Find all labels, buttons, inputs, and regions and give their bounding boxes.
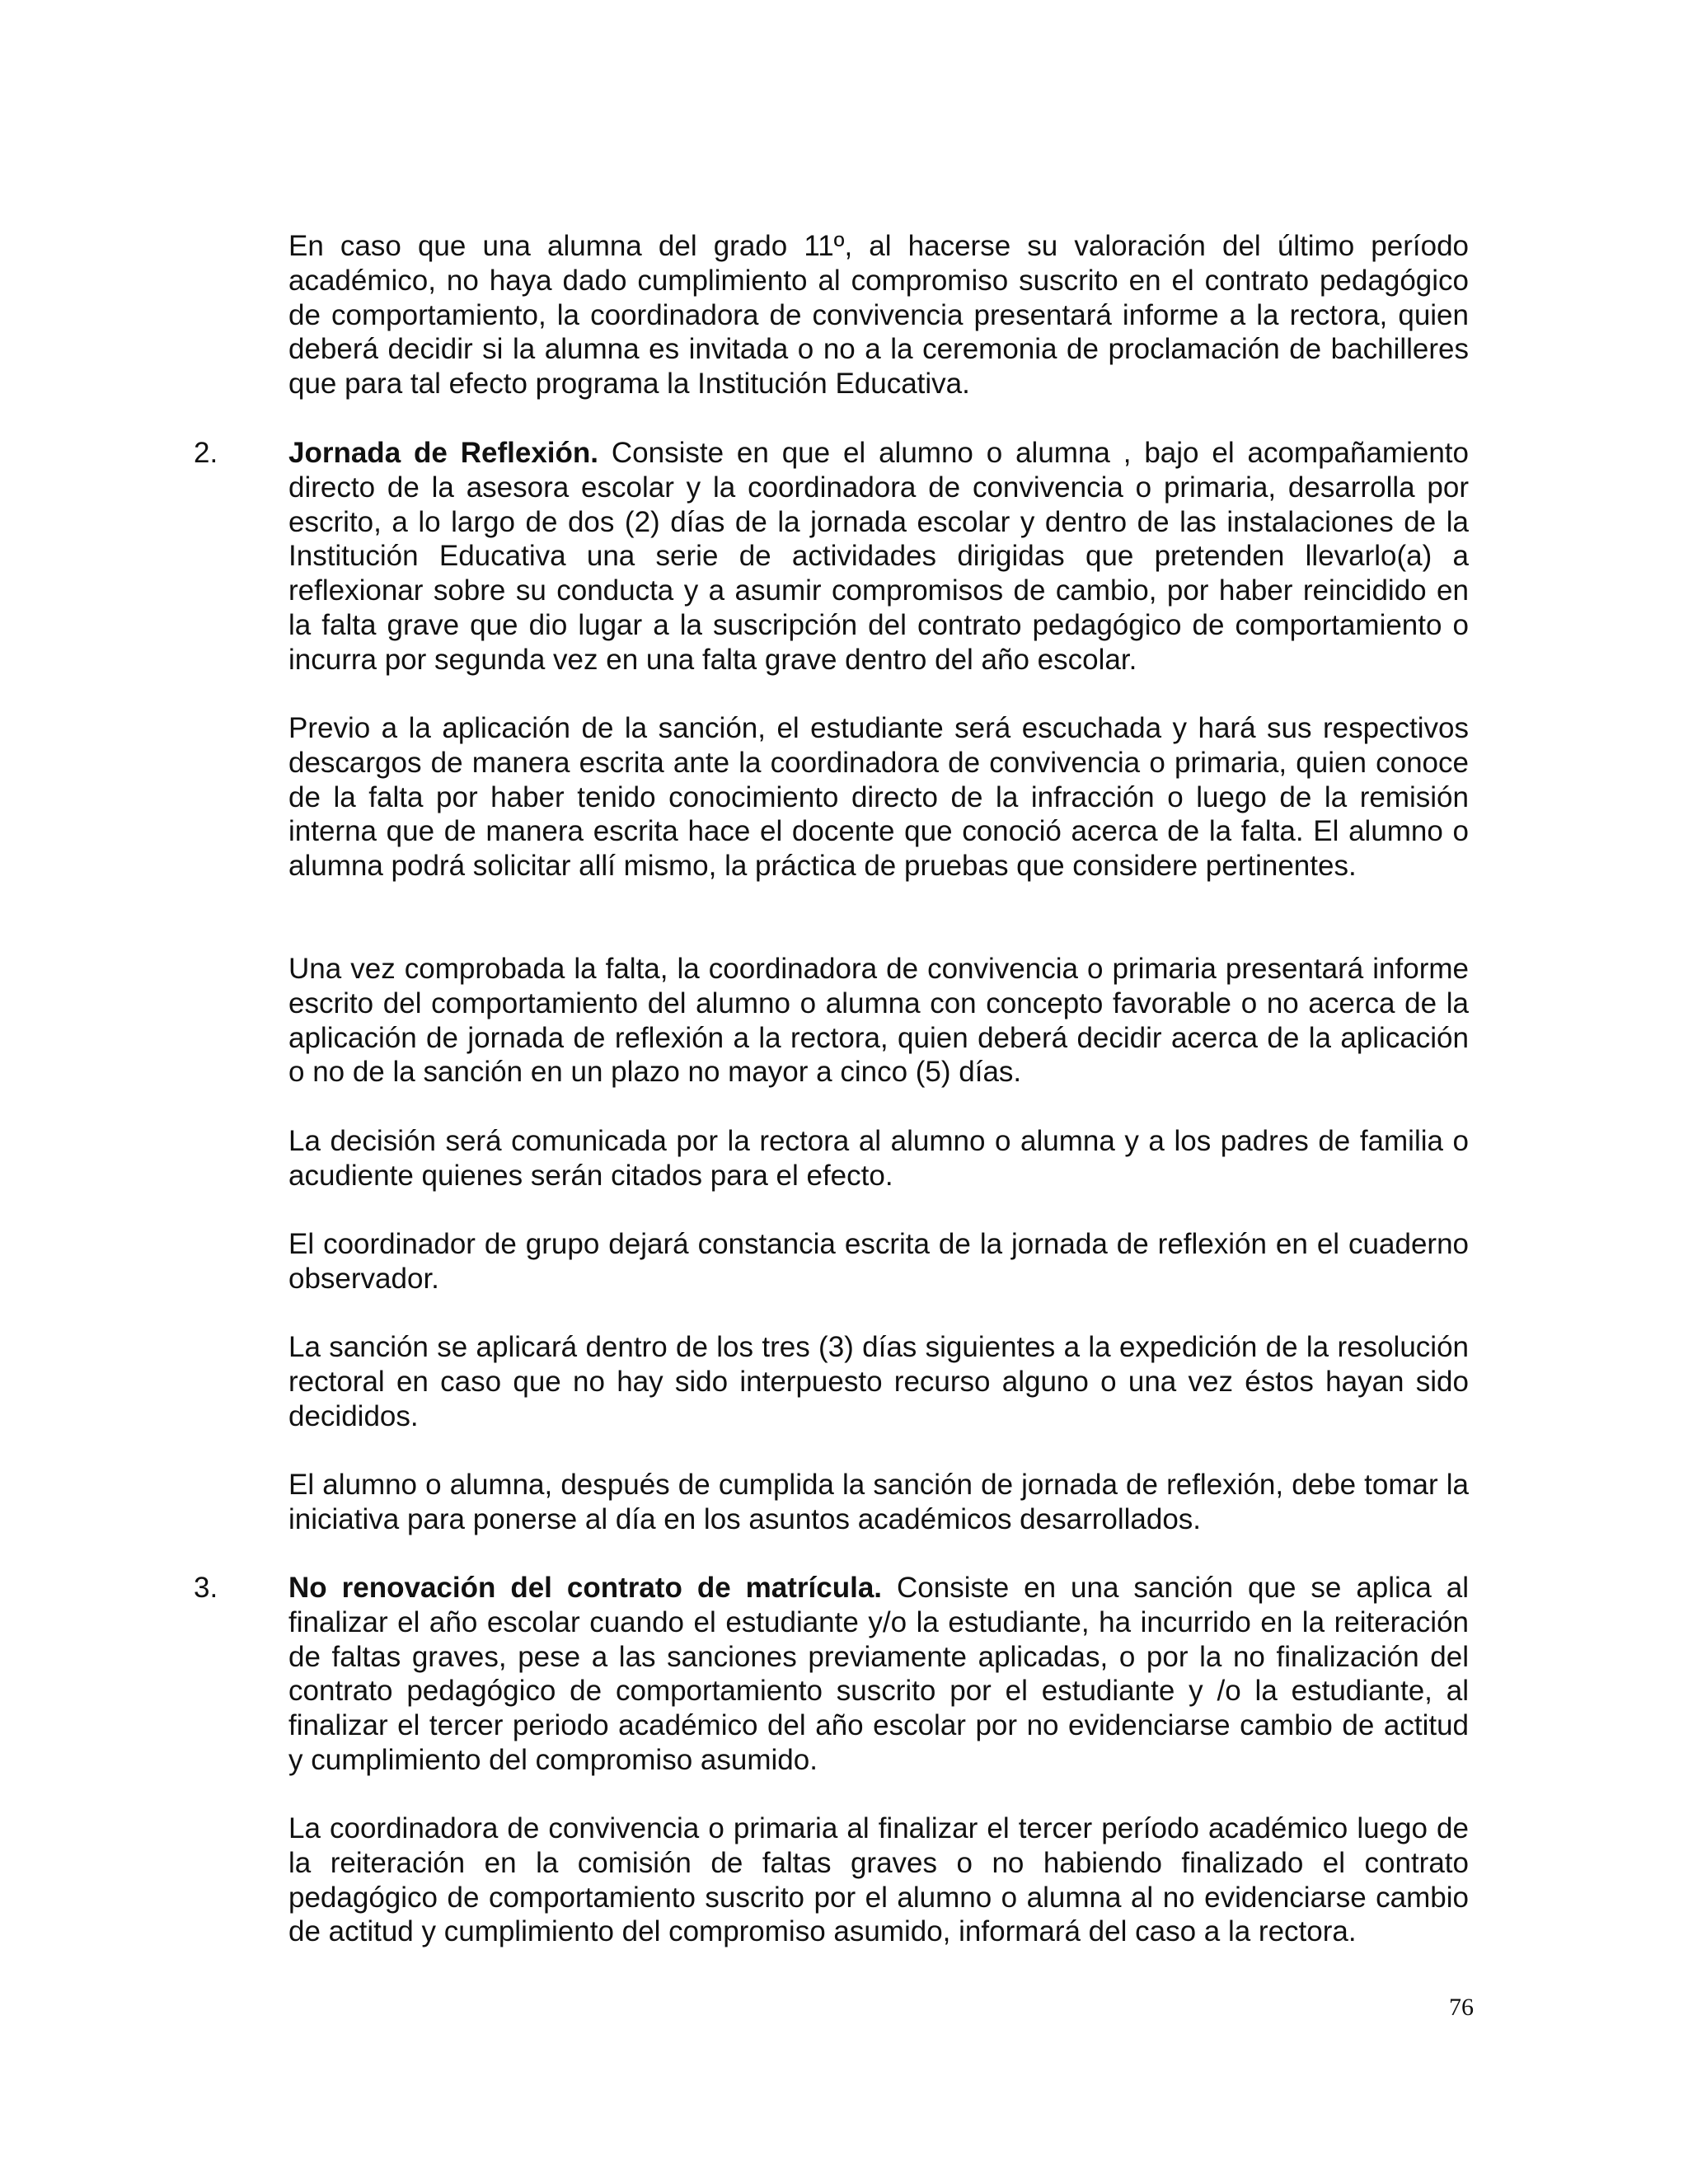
item-3-text: Consiste en una sanción que se aplica al finalizar el año escolar cuando el estudiante y/o la estudiante, ha incurrido en la reiteración de faltas graves, pese a las sanciones previamente aplicadas, o por la no finalización del contrato pedagógico de comportamiento suscrito por el estudiante y /o la estudiante, al finalizar el tercer periodo académico del año escolar por no evidenciarse cambio de actitud y cumplimiento del compromiso asumido.: [288, 1572, 1469, 1776]
item-2-paragraph-sancion: La sanción se aplicará dentro de los tres (3) días siguientes a la expedición de la resolución rectoral en caso que no hay sido interpuesto recurso alguno o una vez éstos hayan sido decididos.: [288, 1331, 1469, 1432]
item-2-paragraph-alumno: El alumno o alumna, después de cumplida la sanción de jornada de reflexión, debe tomar la iniciativa para ponerse al día en los asuntos académicos desarrollados.: [288, 1469, 1469, 1535]
item-2-text: Consiste en que el alumno o alumna , bajo el acompañamiento directo de la asesora escolar y la coordinadora de convivencia o primaria, desarrolla por escrito, a lo largo de dos (2) días de la jornada escolar y dentro de las instalaciones de la Institución Educativa una serie de actividades dirigidas que pretenden llevarlo(a) a reflexionar sobre su conducta y a asumir compromisos de cambio, por haber reincidido en la falta grave que dio lugar a la suscripción del contrato pedagógico de comportamiento o incurra por segunda vez en una falta grave dentro del año escolar.: [288, 437, 1469, 676]
item-3-number: 3.: [194, 1572, 218, 1604]
page-number: 76: [1449, 1994, 1474, 2021]
item-2-paragraph-una-vez: Una vez comprobada la falta, la coordinadora de convivencia o primaria presentará informe escrito del comportamiento del alumno o alumna con concepto favorable o no acerca de la aplicación de jornada de reflexión a la rectora, quien deberá decidir acerca de la aplicación o no de la sanción en un plazo no mayor a cinco (5) días.: [288, 953, 1469, 1089]
item-3-paragraph: [288, 1571, 1469, 1778]
intro-paragraph: En caso que una alumna del grado 11º, al hacerse su valoración del último período académico, no haya dado cumplimiento al compromiso suscrito en el contrato pedagógico de comportamiento, la coordinadora de convivencia presentará informe a la rectora, quien deberá decidir si la alumna es invitada o no a la ceremonia de proclamación de bachilleres que para tal efecto programa la Institución Educativa.: [288, 230, 1469, 401]
item-3-paragraph-coordinadora: La coordinadora de convivencia o primaria al finalizar el tercer período académico luego de la reiteración en la comisión de faltas graves o no habiendo finalizado el contrato pedagógico de comportamiento suscrito por el alumno o alumna al no evidenciarse cambio de actitud y cumplimiento del compromiso asumido, informará del caso a la rectora.: [288, 1812, 1469, 1948]
item-2-paragraph-coordinador: El coordinador de grupo dejará constancia escrita de la jornada de reflexión en el cuaderno observador.: [288, 1228, 1469, 1295]
item-2-paragraph-previo: Previo a la aplicación de la sanción, el estudiante será escuchada y hará sus respectivos descargos de manera escrita ante la coordinadora de convivencia o primaria, quien conoce de la falta por haber tenido conocimiento directo de la infracción o luego de la remisión interna que de manera escrita hace el docente que conoció acerca de la falta. El alumno o alumna podrá solicitar allí mismo, la práctica de pruebas que considere pertinentes.: [288, 712, 1469, 883]
item-2-number: 2.: [194, 437, 218, 469]
item-2-paragraph-decision: La decisión será comunicada por la rectora al alumno o alumna y a los padres de familia o acudiente quienes serán citados para el efecto.: [288, 1125, 1469, 1192]
item-2-title: Jornada de Reflexión.: [288, 437, 598, 469]
item-2-paragraph: [288, 436, 1469, 677]
item-3-title: No renovación del contrato de matrícula.: [288, 1572, 883, 1604]
